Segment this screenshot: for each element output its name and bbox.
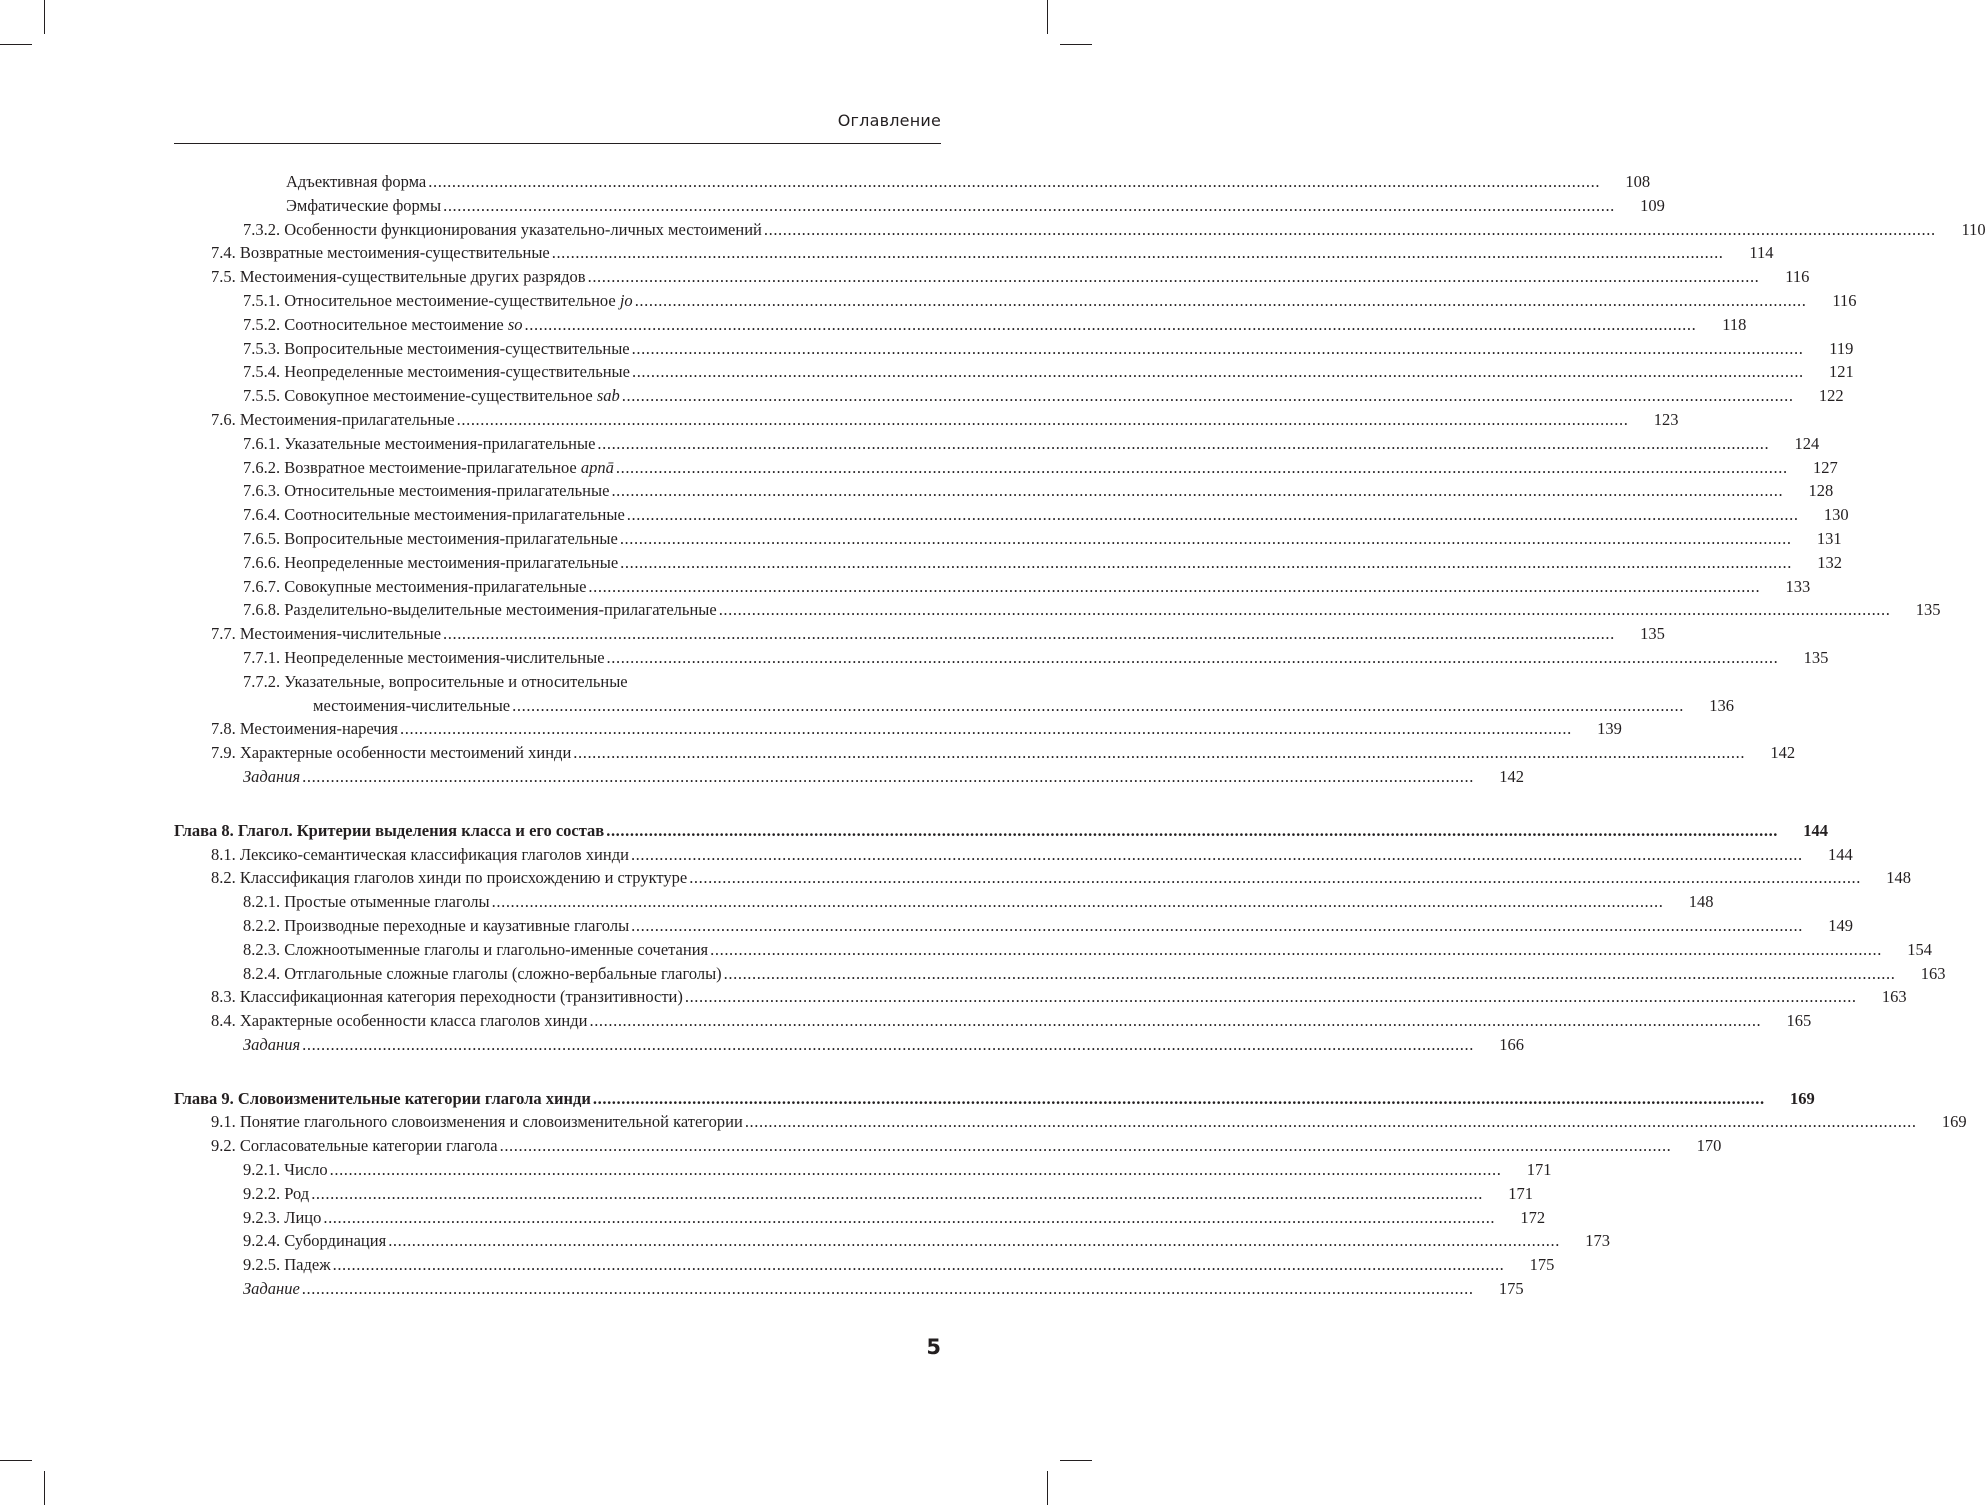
hindi-term: apnā (580, 457, 614, 477)
toc-chapter-9[interactable]: Глава 9. Словоизменительные категории глагола хинди ........................................................................................................................................................................................................................................................ 169 (174, 1088, 1815, 1108)
toc-entry[interactable]: 7.6.8. Разделительно-выделительные местоимения-прилагательные ........................................................................................................................................................................................................................................................ 135 (243, 600, 1941, 620)
toc-entry[interactable]: Адъективная форма ........................................................................................................................................................................................................................................................ 108 (286, 172, 1651, 191)
toc-entry-assignments[interactable]: Задание ........................................................................................................................................................................................................................................................ 175 (243, 1279, 1524, 1299)
page-number: 5 (926, 1335, 941, 1359)
hindi-term: sab (596, 386, 620, 406)
toc-entry[interactable]: 7.6.4. Соотносительные местоимения-прилагательные ........................................................................................................................................................................................................................................................ 130 (243, 505, 1849, 525)
toc-entry[interactable]: 7.7.1. Неопределенные местоимения-числительные ........................................................................................................................................................................................................................................................ 135 (243, 647, 1829, 667)
toc-entry[interactable]: 7.6.1. Указательные местоимения-прилагательные ........................................................................................................................................................................................................................................................ 124 (243, 433, 1820, 453)
toc-entry[interactable]: 9.2.5. Падеж ........................................................................................................................................................................................................................................................ 175 (243, 1255, 1555, 1275)
toc-entry[interactable]: 9.2. Согласовательные категории глагола ........................................................................................................................................................................................................................................................ 170 (211, 1136, 1722, 1156)
hindi-term: so (507, 314, 523, 334)
toc-entry[interactable]: 9.2.3. Лицо ........................................................................................................................................................................................................................................................ 172 (243, 1207, 1546, 1227)
crop-mark (0, 1460, 32, 1461)
toc-entry[interactable]: 9.1. Понятие глагольного словоизменения и словоизменительной категории ........................................................................................................................................................................................................................................................ 169 (211, 1112, 1967, 1132)
toc-entry-assignments[interactable]: Задания ........................................................................................................................................................................................................................................................ 142 (243, 766, 1524, 786)
toc-entry[interactable]: 7.5.2. Соотносительное местоимение so ........................................................................................................................................................................................................................................................ 118 (243, 314, 1747, 334)
toc-entry[interactable]: 8.1. Лексико-семантическая классификация глаголов хинди ........................................................................................................................................................................................................................................................ 144 (211, 844, 1853, 864)
toc-entry[interactable]: 8.2.3. Сложноотыменные глаголы и глагольно-именные сочетания ........................................................................................................................................................................................................................................................ 154 (243, 939, 1932, 959)
toc-entry[interactable]: 8.4. Характерные особенности класса глаголов хинди ........................................................................................................................................................................................................................................................ 165 (211, 1011, 1812, 1031)
toc-entry[interactable]: 8.2.4. Отглагольные сложные глаголы (сложно-вербальные глаголы) ........................................................................................................................................................................................................................................................ 163 (243, 963, 1946, 983)
crop-mark (44, 0, 45, 34)
toc-entry[interactable]: 7.3.2. Особенности функционирования указательно-личных местоимений ........................................................................................................................................................................................................................................................ 110 (243, 219, 1986, 239)
header-rule (174, 143, 941, 144)
toc-entry[interactable]: 7.6.6. Неопределенные местоимения-прилагательные ........................................................................................................................................................................................................................................................ 132 (243, 552, 1842, 572)
toc-entry[interactable]: 8.3. Классификационная категория переходности (транзитивности) ........................................................................................................................................................................................................................................................ 163 (211, 987, 1907, 1007)
toc-entry[interactable]: 7.5.3. Вопросительные местоимения-существительные ........................................................................................................................................................................................................................................................ 119 (243, 338, 1854, 358)
toc-entry[interactable]: 7.7. Местоимения-числительные ........................................................................................................................................................................................................................................................ 135 (211, 624, 1665, 644)
toc-entry[interactable]: Эмфатические формы ........................................................................................................................................................................................................................................................ 109 (286, 195, 1665, 215)
crop-mark (1047, 0, 1048, 34)
toc-entry[interactable]: 7.6.5. Вопросительные местоимения-прилагательные ........................................................................................................................................................................................................................................................ 131 (243, 528, 1842, 548)
crop-mark (0, 44, 32, 45)
toc-entry[interactable]: 7.6.2. Возвратное местоимение-прилагательное apnā ........................................................................................................................................................................................................................................................ 127 (243, 457, 1838, 477)
toc-entry[interactable]: 8.2. Классификация глаголов хинди по происхождению и структуре ........................................................................................................................................................................................................................................................ 148 (211, 868, 1912, 888)
table-of-contents (174, 170, 1986, 1301)
toc-entry[interactable]: 8.2.2. Производные переходные и каузативные глаголы ........................................................................................................................................................................................................................................................ 149 (243, 915, 1853, 935)
toc-entry[interactable]: 7.5.4. Неопределенные местоимения-существительные ........................................................................................................................................................................................................................................................ 121 (243, 362, 1854, 382)
toc-entry[interactable]: 7.4. Возвратные местоимения-существительные ........................................................................................................................................................................................................................................................ 114 (211, 243, 1774, 263)
crop-mark (1060, 1460, 1092, 1461)
toc-entry[interactable]: 7.5. Местоимения-существительные других разрядов ........................................................................................................................................................................................................................................................ 116 (211, 267, 1810, 287)
toc-entry[interactable]: 7.6.7. Совокупные местоимения-прилагательные ........................................................................................................................................................................................................................................................ 133 (243, 576, 1811, 596)
toc-entry[interactable]: 7.8. Местоимения-наречия ........................................................................................................................................................................................................................................................ 139 (211, 719, 1622, 739)
toc-entry[interactable]: 7.5.5. Совокупное местоимение-существительное sab ........................................................................................................................................................................................................................................................ 122 (243, 386, 1844, 406)
toc-entry[interactable]: 7.5.1. Относительное местоимение-существительное jo ........................................................................................................................................................................................................................................................ 116 (243, 290, 1857, 310)
toc-entry[interactable]: 7.6.3. Относительные местоимения-прилагательные ........................................................................................................................................................................................................................................................ 128 (243, 481, 1834, 501)
crop-mark (44, 1471, 45, 1505)
toc-entry[interactable]: 7.9. Характерные особенности местоимений хинди ........................................................................................................................................................................................................................................................ 142 (211, 743, 1796, 763)
hindi-term: jo (619, 290, 633, 310)
toc-entry[interactable]: 9.2.2. Род ........................................................................................................................................................................................................................................................ 171 (243, 1183, 1533, 1203)
toc-entry[interactable]: 7.7.2. Указательные, вопросительные и относительные (243, 671, 628, 691)
toc-chapter-8[interactable]: Глава 8. Глагол. Критерии выделения класса и его состав ........................................................................................................................................................................................................................................................ 144 (174, 820, 1829, 840)
toc-entry[interactable]: 9.2.1. Число ........................................................................................................................................................................................................................................................ 171 (243, 1160, 1552, 1180)
running-head: Оглавление (837, 111, 941, 130)
toc-entry-continuation[interactable]: местоимения-числительные ........................................................................................................................................................................................................................................................ 136 (313, 695, 1734, 715)
toc-entry[interactable]: 9.2.4. Субординация ........................................................................................................................................................................................................................................................ 173 (243, 1231, 1610, 1251)
toc-entry[interactable]: 7.6. Местоимения-прилагательные ........................................................................................................................................................................................................................................................ 123 (211, 409, 1679, 429)
crop-mark (1060, 44, 1092, 45)
toc-entry-assignments[interactable]: Задания ........................................................................................................................................................................................................................................................ 166 (243, 1034, 1524, 1054)
crop-mark (1047, 1471, 1048, 1505)
toc-entry[interactable]: 8.2.1. Простые отыменные глаголы ........................................................................................................................................................................................................................................................ 148 (243, 892, 1714, 912)
